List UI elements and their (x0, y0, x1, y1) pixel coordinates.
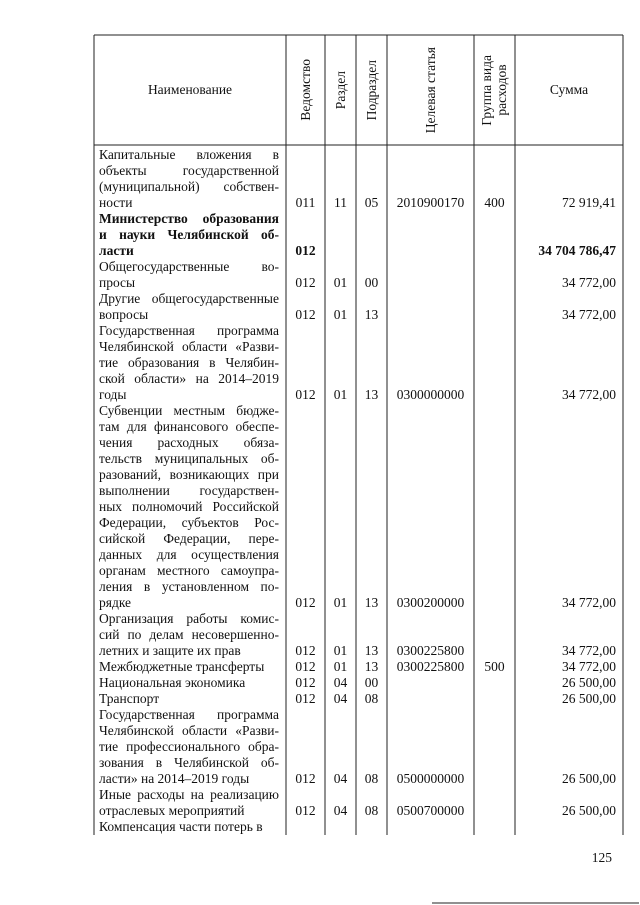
cell-summa: 34 772,00 (562, 659, 616, 674)
row-name-line: Министерство образования (99, 211, 279, 226)
row-name (99, 611, 279, 659)
row-name (99, 675, 279, 691)
cell-podrazdel: 08 (364, 803, 379, 818)
header-razdel-label: Раздел (332, 70, 348, 110)
header-podrazdel-label: Подраздел (363, 59, 379, 121)
cell-vedomstvo: 012 (295, 275, 316, 290)
header-gruppa-label: Группа вида расходов (478, 54, 509, 126)
header-vedomstvo-label: Ведомство (297, 59, 313, 121)
cell-gruppa: 400 (484, 195, 505, 210)
row-name-line: Организация работы комис- (99, 611, 279, 626)
cell-summa: 34 772,00 (562, 595, 616, 610)
cell-razdel: 01 (333, 659, 348, 674)
cell-podrazdel: 13 (364, 387, 379, 402)
row-name-line: там для финансового обеспе- (99, 419, 279, 434)
cell-gruppa: 500 (484, 659, 505, 674)
row-name-line: Капитальные вложения в (99, 147, 279, 162)
row-name-line: ской области» на 2014–2019 (99, 371, 279, 386)
cell-podrazdel: 13 (364, 595, 379, 610)
cell-summa: 34 772,00 (562, 387, 616, 402)
row-name-line: ласти (99, 243, 134, 258)
cell-summa: 26 500,00 (562, 803, 616, 818)
row-name (99, 323, 279, 403)
cell-podrazdel: 00 (364, 675, 379, 690)
cell-podrazdel: 13 (364, 643, 379, 658)
row-name-line: тие профессионального обра- (99, 739, 279, 754)
header-celevaya-label: Целевая статья (422, 46, 438, 134)
row-name (99, 819, 279, 835)
cell-vedomstvo: 012 (295, 691, 316, 706)
row-name (99, 787, 279, 819)
page-number: 125 (591, 850, 612, 865)
row-name-line: Челябинской области «Разви- (99, 723, 279, 738)
row-name-line: рядке (99, 595, 132, 610)
header-name-label: Наименование (147, 82, 233, 98)
row-name (99, 691, 279, 707)
cell-celevaya: 0500000000 (396, 771, 465, 786)
cell-celevaya: 0300225800 (396, 659, 465, 674)
cell-razdel: 04 (333, 771, 348, 786)
row-name-line: вопросы (99, 307, 149, 322)
row-name (99, 211, 279, 259)
cell-vedomstvo: 012 (295, 243, 316, 258)
row-name-line: Государственная программа (99, 323, 279, 338)
header-summa-label: Сумма (549, 82, 589, 98)
row-name-line: сий по делам несовершенно- (99, 627, 279, 642)
cell-podrazdel: 08 (364, 771, 379, 786)
row-name-line: ления в установленном по- (99, 579, 279, 594)
cell-podrazdel: 00 (364, 275, 379, 290)
row-name-line: Транспорт (99, 691, 160, 706)
cell-vedomstvo: 012 (295, 659, 316, 674)
cell-razdel: 04 (333, 803, 348, 818)
cell-razdel: 01 (333, 595, 348, 610)
row-name-line: ласти» на 2014–2019 годы (99, 771, 250, 786)
row-name-line: просы (99, 275, 136, 290)
cell-summa: 34 772,00 (562, 307, 616, 322)
row-name (99, 659, 279, 675)
row-name (99, 291, 279, 323)
row-name-line: чения расходных обяза- (99, 435, 279, 450)
cell-razdel: 01 (333, 307, 348, 322)
row-name-line: данных для осуществления (99, 547, 279, 562)
row-name-line: сийской Федерации, пере- (99, 531, 279, 546)
row-name-line: зования в Челябинской об- (99, 755, 279, 770)
cell-razdel: 04 (333, 691, 348, 706)
row-name-line: объекты государственной (99, 163, 279, 178)
row-name-line: тие образования в Челябин- (99, 355, 279, 370)
cell-razdel: 04 (333, 675, 348, 690)
cell-summa: 26 500,00 (562, 771, 616, 786)
cell-celevaya: 0300000000 (396, 387, 465, 402)
cell-razdel: 01 (333, 275, 348, 290)
row-name-line: Субвенции местным бюдже- (99, 403, 279, 418)
row-name-line: годы (99, 387, 127, 402)
row-name-line: разований, возникающих при (99, 467, 279, 482)
cell-podrazdel: 05 (364, 195, 379, 210)
row-name-line: (муниципальной) собствен- (99, 179, 279, 194)
row-name-line: Компенсация части потерь в (99, 819, 263, 834)
row-name (99, 259, 279, 291)
row-name-line: Челябинской области «Разви- (99, 339, 279, 354)
cell-razdel: 01 (333, 643, 348, 658)
cell-podrazdel: 13 (364, 659, 379, 674)
cell-podrazdel: 13 (364, 307, 379, 322)
row-name-line: выполнении государствен- (99, 483, 279, 498)
cell-celevaya: 0500700000 (396, 803, 465, 818)
cell-vedomstvo: 012 (295, 643, 316, 658)
cell-vedomstvo: 011 (295, 195, 316, 210)
cell-razdel: 01 (333, 387, 348, 402)
row-name-line: ных полномочий Российской (99, 499, 279, 514)
row-name-line: Федерации, субъектов Рос- (99, 515, 279, 530)
row-name-line: ности (99, 195, 133, 210)
row-name (99, 147, 279, 211)
row-name-line: Общегосударственные во- (99, 259, 279, 274)
row-name-line: и науки Челябинской об- (99, 227, 279, 242)
row-name-line: тельств муниципальных об- (99, 451, 279, 466)
cell-vedomstvo: 012 (295, 387, 316, 402)
cell-razdel: 11 (334, 195, 347, 210)
cell-vedomstvo: 012 (295, 307, 316, 322)
cell-summa: 34 772,00 (562, 643, 616, 658)
cell-celevaya: 2010900170 (396, 195, 465, 210)
row-name-line: Другие общегосударственные (99, 291, 279, 306)
cell-summa: 26 500,00 (562, 675, 616, 690)
cell-summa: 34 704 786,47 (538, 243, 616, 258)
cell-summa: 26 500,00 (562, 691, 616, 706)
cell-summa: 72 919,41 (562, 195, 616, 210)
row-name-line: органам местного самоупра- (99, 563, 279, 578)
row-name (99, 403, 279, 611)
cell-celevaya: 0300225800 (396, 643, 465, 658)
cell-vedomstvo: 012 (295, 595, 316, 610)
cell-vedomstvo: 012 (295, 771, 316, 786)
row-name-line: Иные расходы на реализацию (99, 787, 279, 802)
row-name-line: летних и защите их прав (99, 643, 241, 658)
cell-vedomstvo: 012 (295, 803, 316, 818)
row-name-line: Межбюджетные трансферты (99, 659, 265, 674)
cell-celevaya: 0300200000 (396, 595, 465, 610)
row-name (99, 707, 279, 787)
cell-vedomstvo: 012 (295, 675, 316, 690)
row-name-line: Государственная программа (99, 707, 279, 722)
cell-summa: 34 772,00 (562, 275, 616, 290)
row-name-line: отраслевых мероприятий (99, 803, 245, 818)
cell-podrazdel: 08 (364, 691, 379, 706)
row-name-line: Национальная экономика (99, 675, 246, 690)
